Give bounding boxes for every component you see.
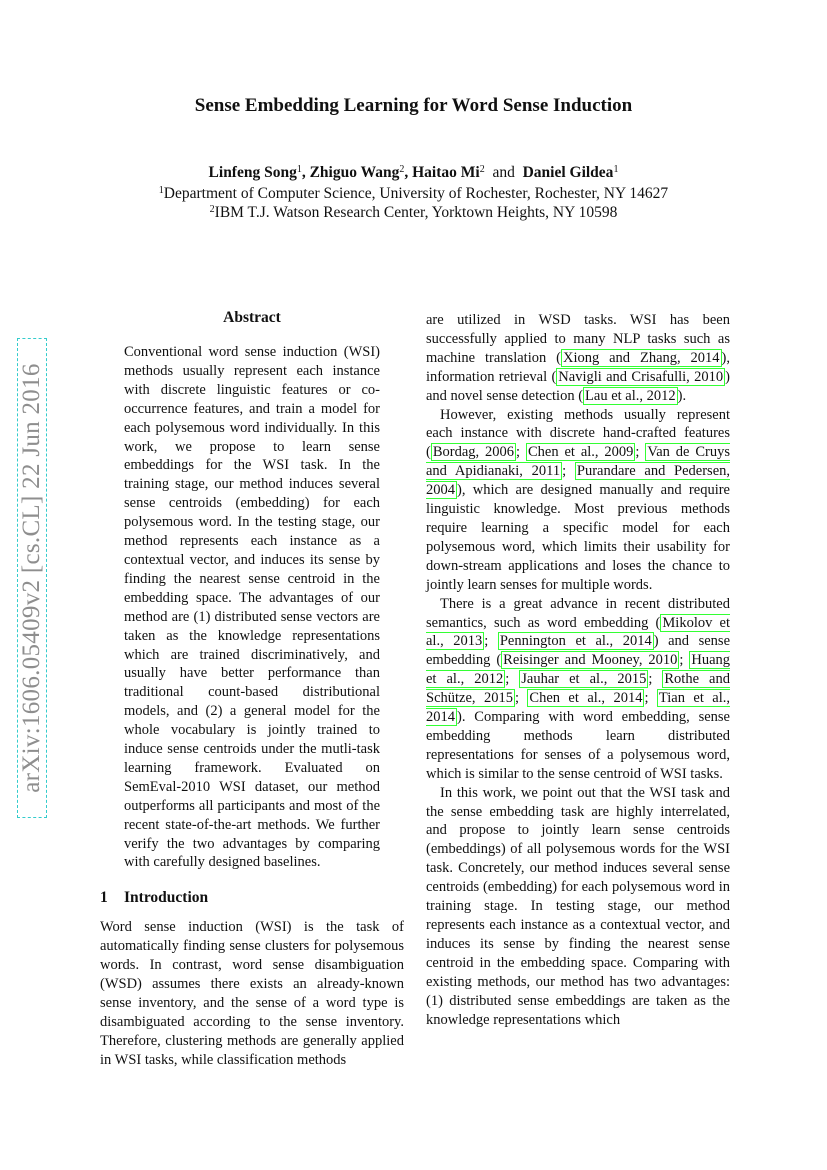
author-affiliation-mark: 1 bbox=[296, 164, 302, 175]
author-name: Daniel Gildea bbox=[522, 164, 614, 181]
abstract-text: Conventional word sense induction (WSI) methods usually represent each instance with discrete linguistic features or co-occurrence features, and train a model for each polysemous word individually. In this work, we propose to learn sense embeddings for the WSI task. In the training stage, our method induces several sense centroids (embedding) for each polysemous word. In the testing stage, our method represents each instance as a contextual vector, and induces its sense by finding the nearest sense centroid in the embedding space. The advantages of our method are (1) distributed sense vectors are taken as the knowledge representations which are trained discriminatively, and usually have better performance than traditional count-based distributional models, and (2) a general model for the whole vocabulary is jointly trained to induce sense centroids under the mutli-task learning framework. Evaluated on SemEval-2010 WSI dataset, our method outperforms all participants and most of the recent state-of-the-art methods. We further verify the two advantages by comparing with carefully designed baselines. bbox=[124, 344, 380, 871]
citation-link[interactable]: Purandare and Pedersen, 2004 bbox=[426, 463, 731, 499]
author-affiliation-mark: 2 bbox=[479, 164, 485, 175]
citation-link[interactable]: Lau et al., 2012 bbox=[585, 387, 676, 404]
author-line bbox=[0, 163, 827, 182]
author-separator: , bbox=[301, 164, 306, 181]
citation-link[interactable]: Reisinger and Mooney, 2010 bbox=[503, 652, 678, 669]
intro-paragraph: In this work, we point out that the WSI task and the sense embedding task are highly interrelated, and propose to jointly learn sense centroids (embeddings) of all polysemous words for the WSI task. Concretely, our method induces several sense centroids (embedding) for each polysemous word in training stage. In testing stage, our method represents each instance as a contextual vector, and induces its sense by finding the nearest sense centroid in the embedding space. Comparing with existing methods, our method has two advantages: (1) distributed sense embeddings are taken as the knowledge representations which bbox=[426, 784, 730, 1028]
citation-link[interactable]: Mikolov et al., 2013 bbox=[426, 614, 730, 650]
citation-link[interactable]: Chen et al., 2009 bbox=[527, 444, 634, 461]
paper-title: Sense Embedding Learning for Word Sense Induction bbox=[194, 95, 633, 116]
arxiv-stamp[interactable] bbox=[17, 338, 47, 818]
affiliation-text: IBM T.J. Watson Research Center, Yorktown Heights, NY 10598 bbox=[214, 204, 618, 221]
arxiv-identifier[interactable]: arXiv:1606.05409v2 [cs.CL] 22 Jun 2016 bbox=[18, 363, 45, 793]
author-conjunction: and bbox=[492, 164, 515, 181]
author-name: Linfeng Song bbox=[208, 164, 297, 181]
citation-link[interactable]: Van de Cruys and Apidianaki, 2011 bbox=[426, 444, 730, 480]
citation-link[interactable]: Jauhar et al., 2015 bbox=[521, 671, 647, 688]
author-separator: , bbox=[404, 164, 409, 181]
citation-link[interactable]: Huang et al., 2012 bbox=[426, 652, 731, 688]
intro-paragraph: However, existing methods usually represent each instance with discrete hand-crafted features ( Bordag, 2006 ; Chen et al., 2009 ; Van de Cruys and Apidianaki, 2011 ; Purandare and Pedersen, 2004 ), which are designed manually and require linguistic knowledge. Most previous methods require learning a specific model for each polysemous word, which limits their usability for down-stream applications and loses the chance to jointly learn senses for multiple words. bbox=[426, 406, 731, 593]
right-column bbox=[426, 311, 730, 1029]
intro-paragraph: There is a great advance in recent distributed semantics, such as word embedding ( Mikolov et al., 2013 ; Pennington et al., 2014 ) and sense embedding ( Reisinger and Mooney, 2010 ; Huang et al., 2012 ; Jauhar et al., 2015 ; Rothe and Schütze, 2015 ; Chen et al., 2014 ; Tian et al., 2014 ). Comparing with word embedding, sense embedding methods learn distributed representations for senses of a polysemous word, which is similar to the sense centroid of WSI tasks. bbox=[426, 595, 731, 782]
affiliation-text: Department of Computer Science, University of Rochester, Rochester, NY 14627 bbox=[163, 185, 669, 202]
section-heading bbox=[100, 888, 404, 908]
author-name: Zhiguo Wang bbox=[309, 164, 400, 181]
section-number: 1 bbox=[100, 889, 108, 907]
section-title: Introduction bbox=[124, 889, 209, 907]
citation-link[interactable]: Rothe and Schütze, 2015 bbox=[426, 671, 730, 707]
left-column bbox=[100, 308, 404, 1070]
citation-link[interactable]: Chen et al., 2014 bbox=[529, 690, 643, 707]
author-name: Haitao Mi bbox=[412, 164, 480, 181]
citation-link[interactable]: Tian et al., 2014 bbox=[426, 690, 730, 726]
intro-paragraph: are utilized in WSD tasks. WSI has been successfully applied to many NLP tasks such as machine translation ( Xiong and Zhang, 2014 ), information retrieval ( Navigli and Crisafulli, 2010 ) and novel sense detection ( Lau et al., 2012 ). bbox=[426, 312, 731, 404]
abstract-heading: Abstract bbox=[223, 309, 281, 326]
intro-paragraph: Word sense induction (WSI) is the task of automatically finding sense clusters for polysemous words. In contrast, word sense disambiguation (WSD) assumes there exists an already-known sense inventory, and the sense of a word type is disambiguated according to the sense inventory. Therefore, clustering methods are generally applied in WSI tasks, while classification methods bbox=[100, 919, 404, 1068]
citation-link[interactable]: Navigli and Crisafulli, 2010 bbox=[558, 368, 724, 385]
citation-link[interactable]: Pennington et al., 2014 bbox=[499, 633, 652, 650]
affiliation bbox=[0, 203, 827, 222]
affiliation bbox=[0, 184, 827, 203]
author-affiliation-mark: 1 bbox=[613, 164, 619, 175]
citation-link[interactable]: Xiong and Zhang, 2014 bbox=[562, 349, 720, 366]
author-affiliation-mark: 2 bbox=[399, 164, 405, 175]
citation-link[interactable]: Bordag, 2006 bbox=[432, 444, 515, 461]
affiliation-mark: 2 bbox=[209, 204, 215, 215]
affiliation-mark: 1 bbox=[158, 185, 164, 196]
